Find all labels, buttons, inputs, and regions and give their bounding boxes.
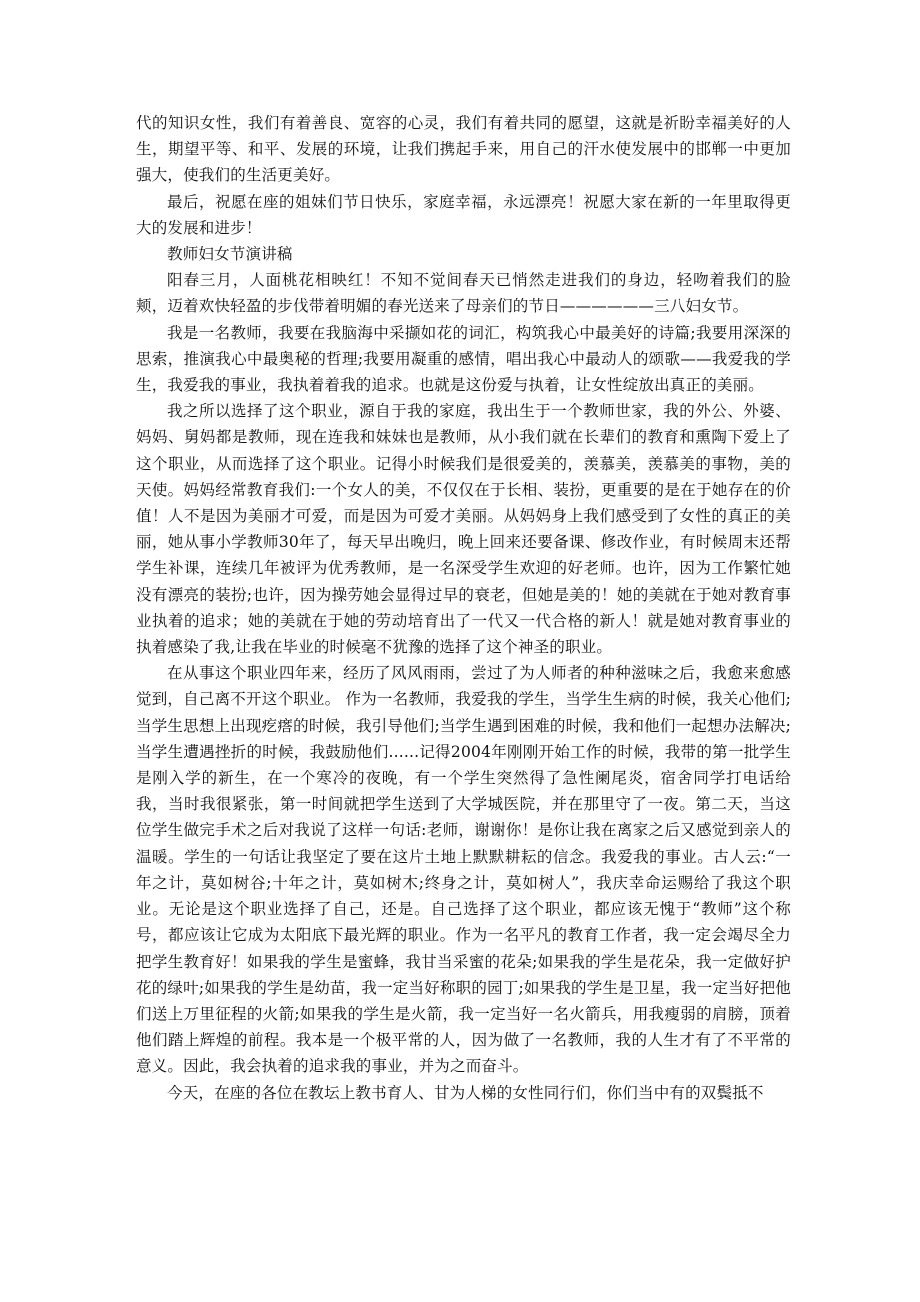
paragraph-teacher-intro: 我是一名教师，我要在我脑海中采撷如花的词汇，构筑我心中最美好的诗篇;我要用深深的思索，推演我心中最奥秘的哲理;我要用凝重的感情，唱出我心中最动人的颂歌——我爱我的学生，我爱我的事业，我执着着我的追求。也就是这份爱与执着，让女性绽放出真正的美丽。 <box>136 323 791 395</box>
paragraph-opening: 阳春三月，人面桃花相映红！不知不觉间春天已悄然走进我们的身边，轻吻着我们的脸颊，迈着欢快轻盈的步伐带着明媚的春光送来了母亲们的节日——————三八妇女节。 <box>136 271 791 316</box>
document-page <box>136 110 791 1106</box>
paragraph-four-years-experience: 在从事这个职业四年来，经历了风风雨雨，尝过了为人师者的种种滋味之后，我愈来愈感觉到，自己离不开这个职业。 作为一名教师，我爱我的学生，当学生生病的时候，我关心他们;当学生思想上出现疙瘩的时候，我引导他们;当学生遇到困难的时候，我和他们一起想办法解决;当学生遭遇挫折的时候，我鼓励他们......记得2004年刚刚开始工作的时候，我带的第一批学生是刚入学的新生，在一个寒冷的夜晚，有一个学生突然得了急性阑尾炎，宿舍同学打电话给我，当时我很紧张，第一时间就把学生送到了大学城医院，并在那里守了一夜。第二天，当这位学生做完手术之后对我说了这样一句话:老师，谢谢你！是你让我在离家之后又感觉到亲人的温暖。学生的一句话让我坚定了要在这片土地上默默耕耘的信念。我爱我的事业。古人云:“一年之计，莫如树谷;十年之计，莫如树木;终身之计，莫如树人”，我庆幸命运赐给了我这个职业。无论是这个职业选择了自己，还是。自己选择了这个职业，都应该无愧于“教师”这个称号，都应该让它成为太阳底下最光辉的职业。作为一名平凡的教育工作者，我一定会竭尽全力把学生教育好！如果我的学生是蜜蜂，我甘当采蜜的花朵;如果我的学生是花朵，我一定做好护花的绿叶;如果我的学生是幼苗，我一定当好称职的园丁;如果我的学生是卫星，我一定当好把他们送上万里征程的火箭;如果我的学生是火箭，我一定当好一名火箭兵，用我瘦弱的肩膀，顶着他们踏上辉煌的前程。我本是一个极平常的人，因为做了一名教师，我的人生才有了不平常的意义。因此，我会执着的追求我的事业，并为之而奋斗。 <box>136 664 791 1076</box>
paragraph-today: 今天，在座的各位在教坛上教书育人、甘为人梯的女性同行们，你们当中有的双鬓抵不 <box>167 1083 764 1102</box>
paragraph-continuation: 代的知识女性，我们有着善良、宽容的心灵，我们有着共同的愿望，这就是祈盼幸福美好的人生，期望平等、和平、发展的环境，让我们携起手来，用自己的汗水使发展中的邯郸一中更加强大，使我们的生活更美好。 <box>136 114 791 185</box>
section-title: 教师妇女节演讲稿 <box>167 245 293 264</box>
paragraph-family-background: 我之所以选择了这个职业，源自于我的家庭，我出生于一个教师世家，我的外公、外婆、妈妈、舅妈都是教师，现在连我和妹妹也是教师，从小我们就在长辈们的教育和熏陶下爱上了这个职业，从而选择了这个职业。记得小时候我们是很爱美的，羡慕美，羡慕美的事物，美的天使。妈妈经常教育我们:一个女人的美，不仅仅在于长相、装扮，更重要的是在于她存在的价值！人不是因为美丽才可爱，而是因为可爱才美丽。从妈妈身上我们感受到了女性的真正的美丽，她从事小学教师30年了，每天早出晚归，晚上回来还要备课、修改作业，有时候周末还帮学生补课，连续几年被评为优秀教师，是一名深受学生欢迎的好老师。也许，因为工作繁忙她没有漂亮的装扮;也许，因为操劳她会显得过早的衰老，但她是美的！她的美就在于她对教育事业执着的追求；她的美就在于她的劳动培育出了一代又一代合格的新人！就是她对教育事业的执着感染了我,让我在毕业的时候毫不犹豫的选择了这个神圣的职业。 <box>136 402 791 657</box>
paragraph-closing-wishes: 最后，祝愿在座的姐妹们节日快乐，家庭幸福，永远漂亮！祝愿大家在新的一年里取得更大的发展和进步！ <box>136 192 791 237</box>
